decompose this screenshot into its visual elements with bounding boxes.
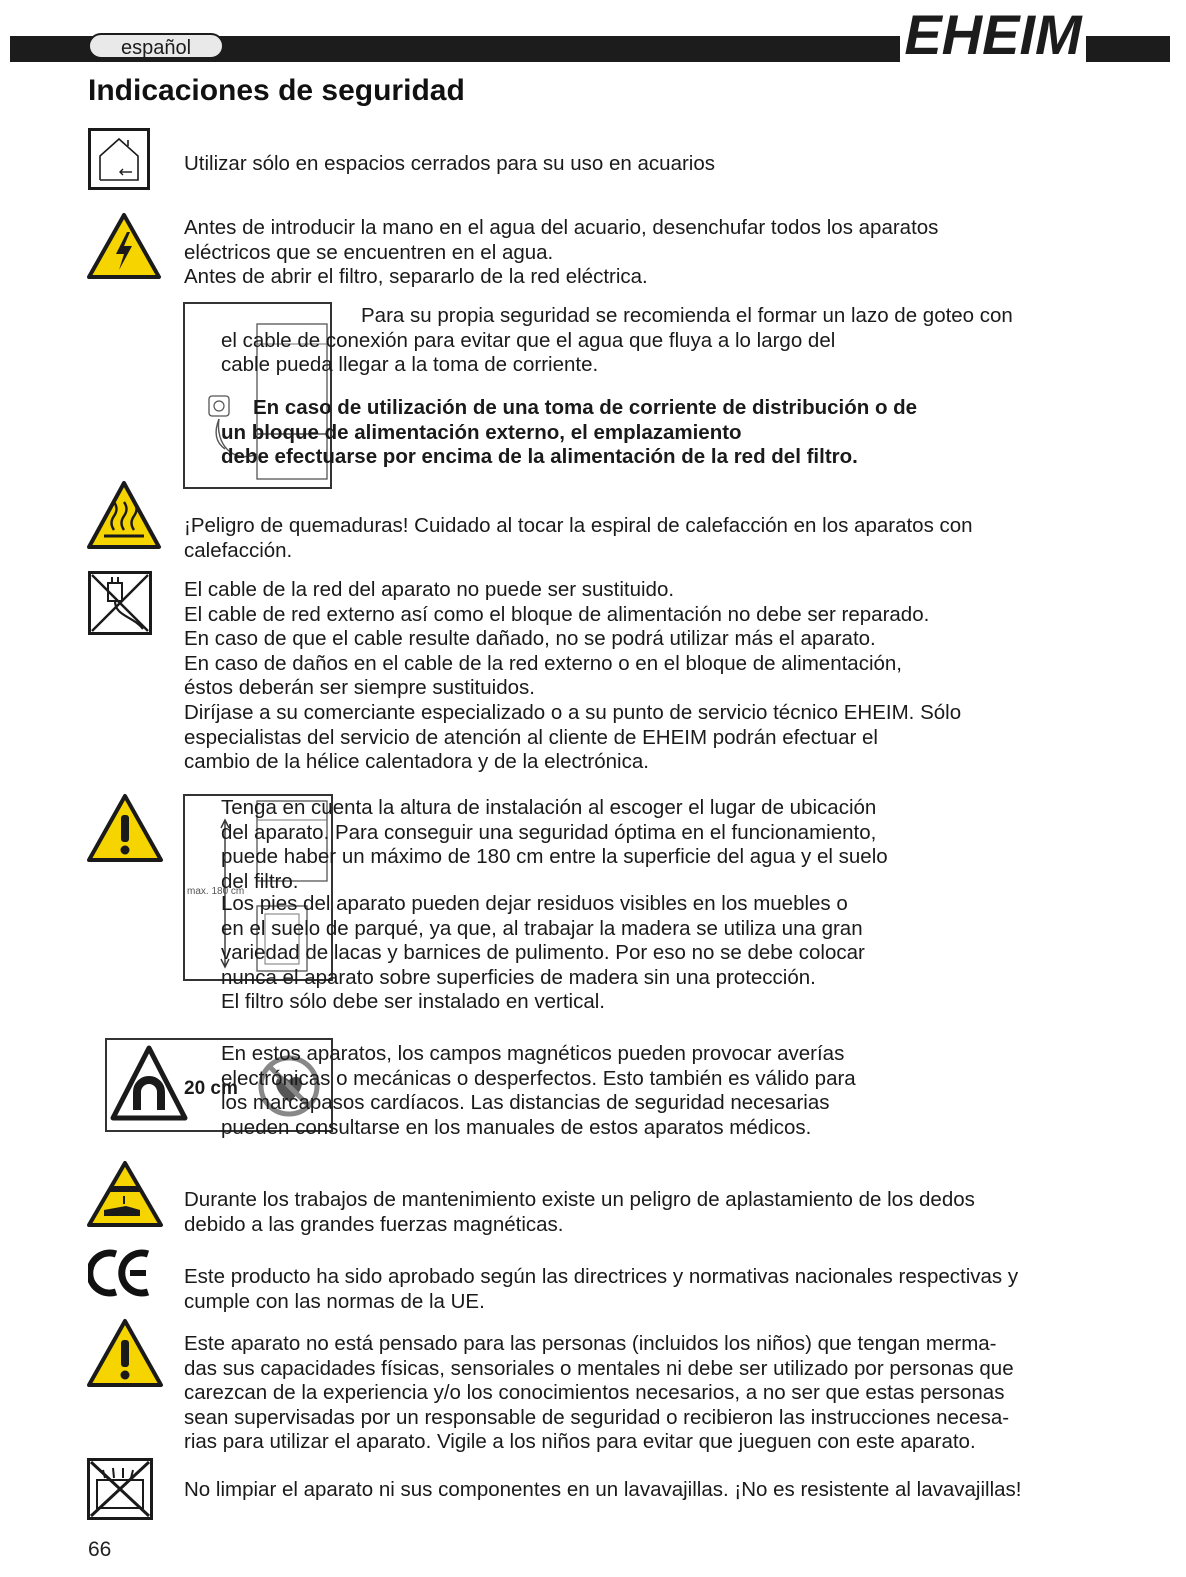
burn-text: ¡Peligro de quemaduras! Cuidado al tocar la espiral de calefacción en los aparatos con calefacción. xyxy=(184,514,973,562)
cable-text: El cable de la red del aparato no puede ser sustituido. El cable de red externo así como el bloque de alimentación no debe ser reparado. En caso de que el cable resulte dañado, no se podrá utilizar más el aparato. En caso de daños en el cable de la red externo o en el bloque de alimentación, éstos deberán ser siempre sustituidos. Diríjase a su comerciante especializado o a su punto de servicio técnico EHEIM. Sólo especialistas del servicio de atención al cliente de EHEIM podrán efectuar el cambio de la hélice calentadora y de la electrónica. xyxy=(184,578,962,774)
drip-loop-text: Para su propia seguridad se recomienda el formar un lazo de goteo con el cable de conexión para evitar que el agua que fluya a lo largo del cable pueda llegar a la toma de corriente. xyxy=(221,304,1013,377)
language-tab: español xyxy=(88,33,224,59)
persons-warning-icon xyxy=(86,1318,164,1388)
magnetic-text: En estos aparatos, los campos magnéticos pueden provocar averías electrónicas o mecánicas o desperfectos. Esto también es válido para los marcapasos cardíacos. Las distancias de seguridad necesarias pueden consultarse en los manuales de estos aparatos médicos. xyxy=(221,1042,856,1139)
dishwasher-text: No limpiar el aparato ni sus componentes en un lavavajillas. ¡No es resistente al lavavajillas! xyxy=(184,1478,1022,1501)
crush-hazard-warning-icon xyxy=(86,1160,164,1228)
no-cable-replacement-icon xyxy=(88,571,152,635)
page-title: Indicaciones de seguridad xyxy=(88,74,465,107)
persons-text: Este aparato no está pensado para las personas (incluidos los niños) que tengan merma- das sus capacidades físicas, sensoriales o mentales ni debe ser utilizado por personas que carezcan de la experiencia y/o los conocimientos necesarios, a no ser que estas personas sean supervisadas por un responsable de seguridad o recibieron las instrucciones necesa- rias para utilizar el aparato. Vigile a los niños para evitar que jueguen con este aparato. xyxy=(184,1332,1014,1454)
caution-warning-icon xyxy=(86,793,164,863)
no-dishwasher-icon xyxy=(87,1458,153,1520)
ce-mark-icon xyxy=(88,1248,154,1298)
eheim-logo xyxy=(900,6,1086,62)
magnet-distance-label: 20 cm xyxy=(184,1078,238,1099)
crush-text: Durante los trabajos de mantenimiento existe un peligro de aplastamiento de los dedos debido a las grandes fuerzas magnéticas. xyxy=(184,1188,975,1236)
hot-surface-warning-icon xyxy=(86,480,162,550)
svg-text:EHEIM: EHEIM xyxy=(904,6,1082,62)
height-text: Tenga en cuenta la altura de instalación al escoger el lugar de ubicación del aparato. Para conseguir una seguridad óptima en el funcionamiento, puede haber un máximo de 180 cm entre la superficie del agua y el suelo del filtro. xyxy=(221,796,888,893)
feet-text: Los pies del aparato pueden dejar residuos visibles en los muebles o en el suelo de parqué, ya que, al trabajar la madera se utiliza una gran variedad de lacas y barnices de pulimento. Por eso no se debe colocar nunca el aparato sobre superficies de madera sin una protección. El filtro sólo debe ser instalado en vertical. xyxy=(221,892,865,1014)
electric-warning-icon xyxy=(86,212,162,280)
page-number: 66 xyxy=(88,1538,112,1561)
svg-text:max. 180 cm: max. 180 cm xyxy=(187,886,245,897)
electric-text: Antes de introducir la mano en el agua del acuario, desenchufar todos los aparatos eléctricos que se encuentren en el agua. Antes de abrir el filtro, separarlo de la red eléctrica. xyxy=(184,216,939,289)
indoor-use-icon xyxy=(88,128,150,190)
ce-text: Este producto ha sido aprobado según las directrices y normativas nacionales respectivas y cumple con las normas de la UE. xyxy=(184,1265,1019,1313)
indoor-text: Utilizar sólo en espacios cerrados para su uso en acuarios xyxy=(184,152,715,175)
power-strip-text: En caso de utilización de una toma de corriente de distribución o de un bloque de alimentación externo, el emplazamiento debe efectuarse por encima de la alimentación de la red del filtro. xyxy=(221,396,918,469)
